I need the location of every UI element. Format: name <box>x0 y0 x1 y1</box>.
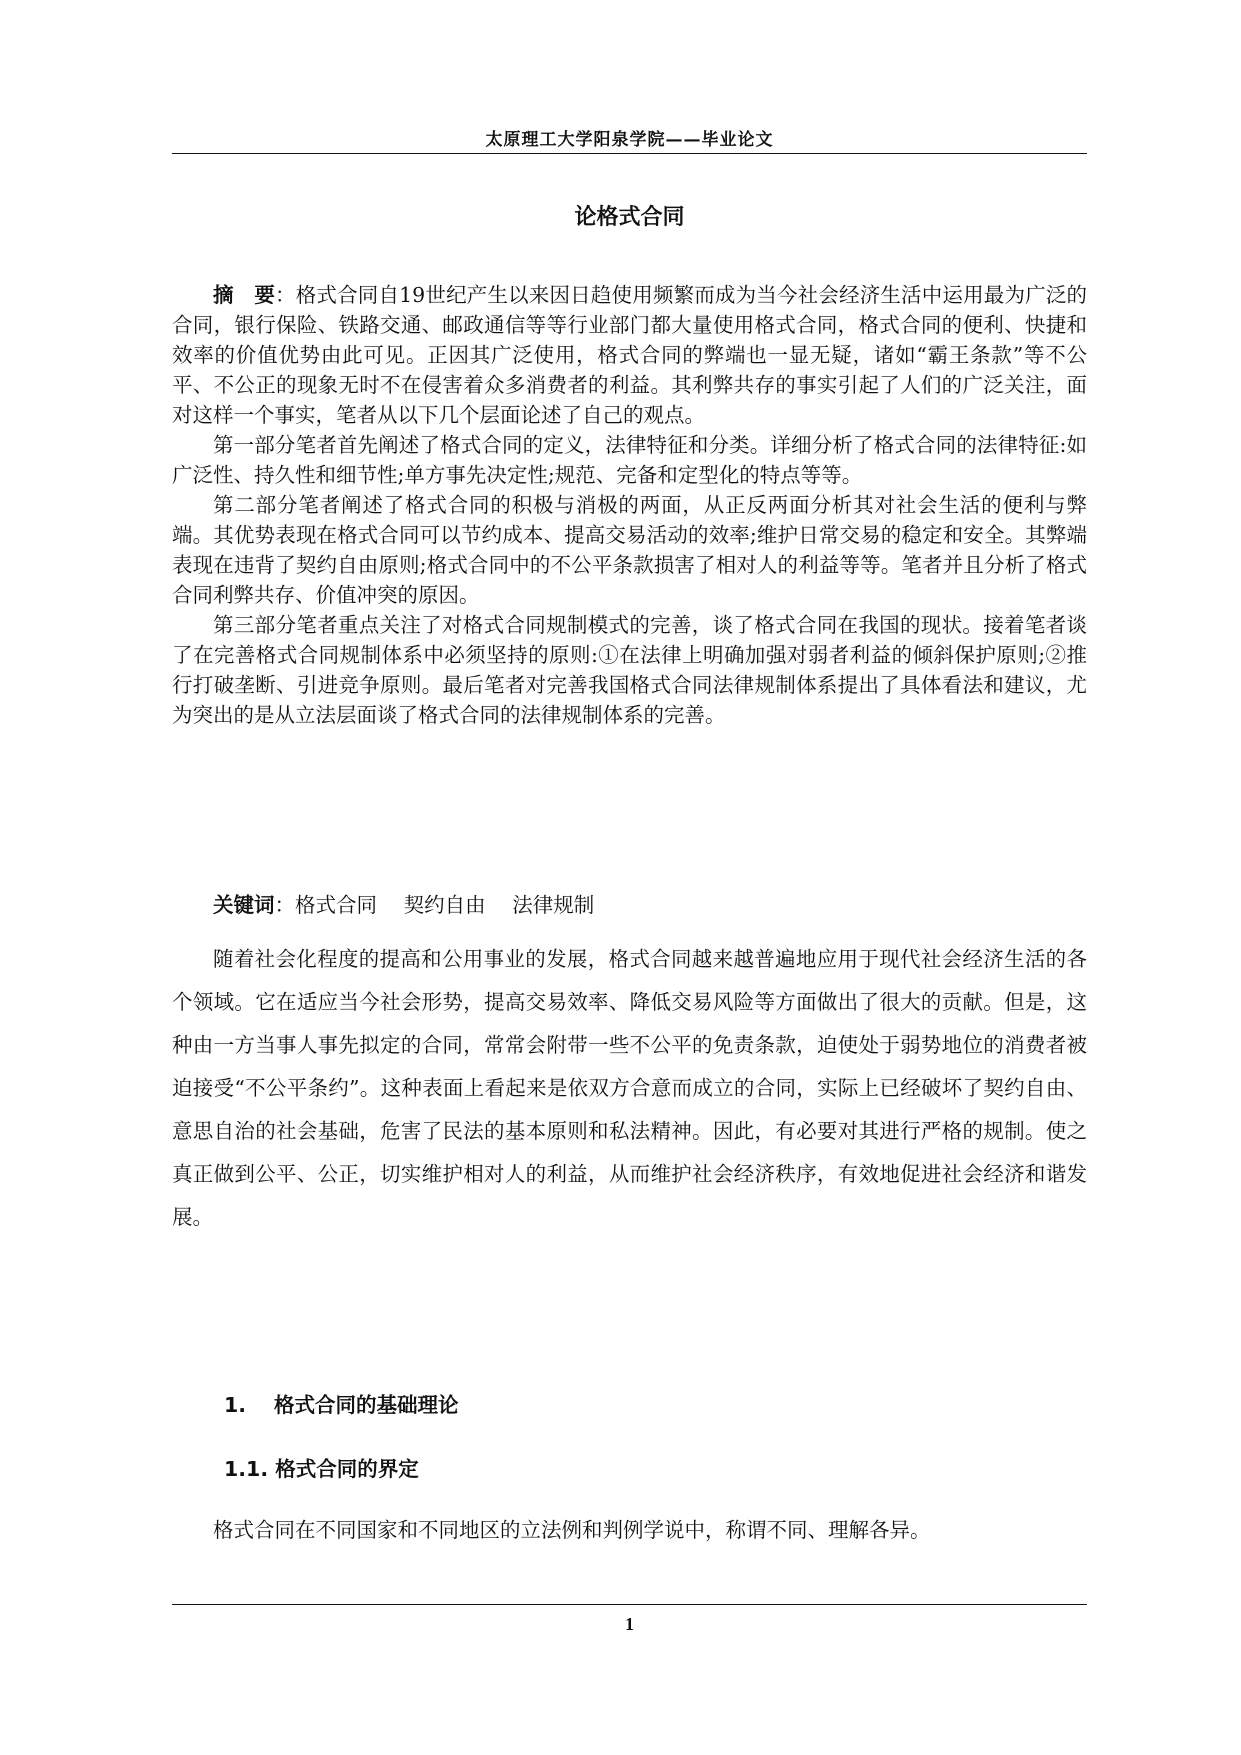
abstract-paragraph-2: 第一部分笔者首先阐述了格式合同的定义，法律特征和分类。详细分析了格式合同的法律特征:如广泛性、持久性和细节性;单方事先决定性;规范、完备和定型化的特点等等。 <box>172 433 1087 487</box>
keyword-item: 格式合同 <box>295 893 377 917</box>
body-paragraph: 格式合同在不同国家和不同地区的立法例和判例学说中，称谓不同、理解各异。 <box>213 1518 931 1542</box>
abstract-label-colon: ： <box>275 283 296 307</box>
abstract <box>172 280 1087 730</box>
keywords-colon: ： <box>274 893 295 917</box>
abstract-paragraph-1 <box>172 280 1087 430</box>
section-number: 1. <box>224 1393 247 1417</box>
page-number: 1 <box>625 1614 634 1634</box>
header-rule <box>172 153 1087 154</box>
keywords <box>172 890 1087 920</box>
footer-rule <box>172 1604 1087 1605</box>
subsection-number: 1.1. <box>224 1457 269 1481</box>
keyword-item: 契约自由 <box>403 893 486 917</box>
paper-title: 论格式合同 <box>574 205 685 230</box>
running-header: 太原理工大学阳泉学院——毕业论文 <box>485 130 774 150</box>
section-title: 格式合同的基础理论 <box>274 1393 459 1417</box>
abstract-text-1: 格式合同自19世纪产生以来因日趋使用频繁而成为当今社会经济生活中运用最为广泛的合同，银行保险、铁路交通、邮政通信等等行业部门都大量使用格式合同，格式合同的便利、快捷和效率的价值优势由此可见。正因其广泛使用，格式合同的弊端也一显无疑，诸如“霸王条款”等不公平、不公正的现象无时不在侵害着众多消费者的利益。其利弊共存的事实引起了人们的广泛关注，面对这样一个事实，笔者从以下几个层面论述了自己的观点。 <box>172 283 1088 427</box>
keywords-label: 关键词 <box>213 893 275 917</box>
keyword-item: 法律规制 <box>512 893 595 917</box>
intro-paragraph: 随着社会化程度的提高和公用事业的发展，格式合同越来越普遍地应用于现代社会经济生活的各个领域。它在适应当今社会形势，提高交易效率、降低交易风险等方面做出了很大的贡献。但是，这种由一方当事人事先拟定的合同，常常会附带一些不公平的免责条款，迫使处于弱势地位的消费者被迫接受“不公平条约”。这种表面上看起来是依双方合意而成立的合同，实际上已经破坏了契约自由、意思自治的社会基础，危害了民法的基本原则和私法精神。因此，有必要对其进行严格的规制。使之真正做到公平、公正，切实维护相对人的利益，从而维护社会经济秩序，有效地促进社会经济和谐发展。 <box>172 947 1087 1229</box>
section-heading-1-1 <box>224 1452 419 1482</box>
section-heading-1 <box>224 1388 459 1418</box>
abstract-paragraph-4: 第三部分笔者重点关注了对格式合同规制模式的完善，谈了格式合同在我国的现状。接着笔者谈了在完善格式合同规制体系中必须坚持的原则:①在法律上明确加强对弱者利益的倾斜保护原则;②推行打破垄断、引进竞争原则。最后笔者对完善我国格式合同法律规制体系提出了具体看法和建议，尤为突出的是从立法层面谈了格式合同的法律规制体系的完善。 <box>172 613 1087 727</box>
subsection-title: 格式合同的界定 <box>275 1457 419 1481</box>
abstract-paragraph-3: 第二部分笔者阐述了格式合同的积极与消极的两面，从正反两面分析其对社会生活的便利与弊端。其优势表现在格式合同可以节约成本、提高交易活动的效率;维护日常交易的稳定和安全。其弊端表现在违背了契约自由原则;格式合同中的不公平条款损害了相对人的利益等等。笔者并且分析了格式合同利弊共存、价值冲突的原因。 <box>172 493 1087 607</box>
abstract-label: 摘 要 <box>213 283 276 307</box>
